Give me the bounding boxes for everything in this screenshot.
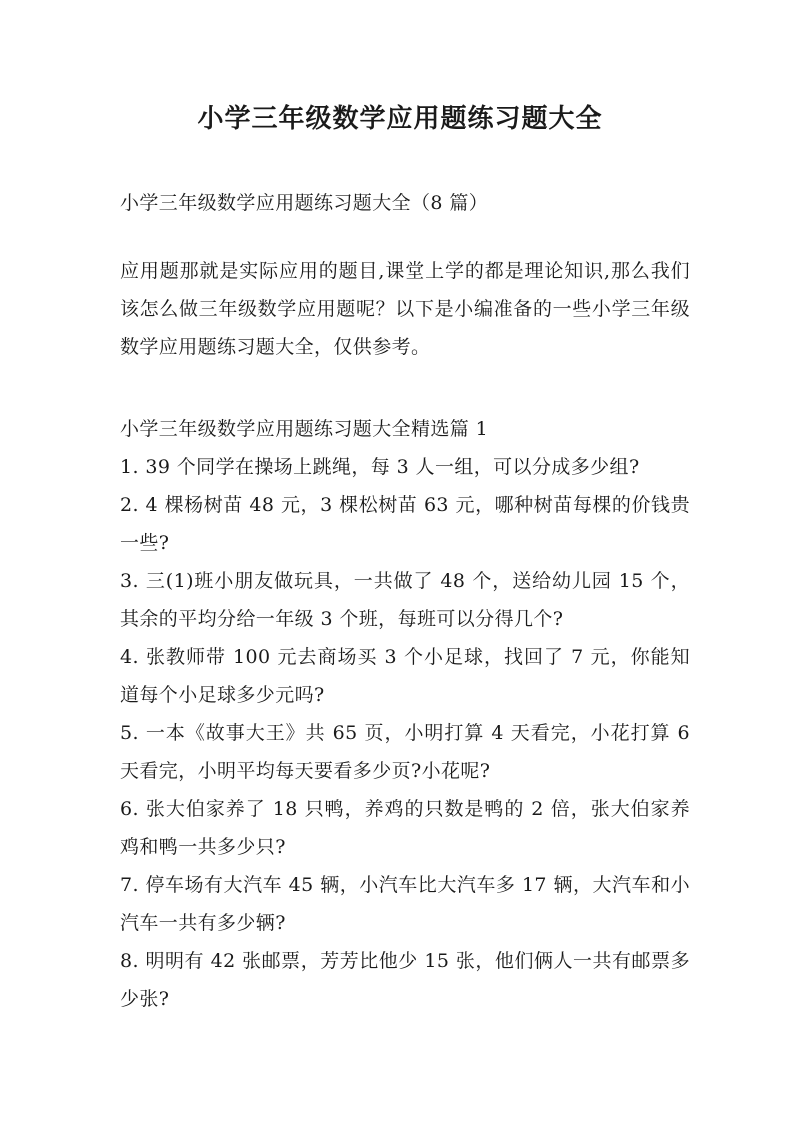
question-item: 4. 张教师带 100 元去商场买 3 个小足球，找回了 7 元，你能知道每个小足球多少元吗? xyxy=(120,646,690,706)
intro-paragraph: 应用题那就是实际应用的题目,课堂上学的都是理论知识,那么我们该怎么做三年级数学应用题呢？以下是小编准备的一些小学三年级数学应用题练习题大全，仅供参考。 xyxy=(120,260,690,358)
question-item: 8. 明明有 42 张邮票，芳芳比他少 15 张，他们俩人一共有邮票多少张? xyxy=(120,950,690,1010)
section-heading: 小学三年级数学应用题练习题大全精选篇 1 xyxy=(120,418,489,440)
page-title: 小学三年级数学应用题练习题大全 xyxy=(197,104,603,134)
document-subtitle: 小学三年级数学应用题练习题大全（8 篇） xyxy=(120,192,489,214)
question-item: 1. 39 个同学在操场上跳绳，每 3 人一组，可以分成多少组? xyxy=(120,456,640,478)
question-item: 5. 一本《故事大王》共 65 页，小明打算 4 天看完，小花打算 6 天看完，小明平均每天要看多少页?小花呢? xyxy=(120,722,690,782)
question-list xyxy=(120,448,690,1018)
question-item: 6. 张大伯家养了 18 只鸭，养鸡的只数是鸭的 2 倍，张大伯家养鸡和鸭一共多少只? xyxy=(120,798,690,858)
question-item: 3. 三(1)班小朋友做玩具，一共做了 48 个，送给幼儿园 15 个，其余的平均分给一年级 3 个班，每班可以分得几个? xyxy=(120,570,690,630)
question-item: 7. 停车场有大汽车 45 辆，小汽车比大汽车多 17 辆，大汽车和小汽车一共有多少辆? xyxy=(120,874,690,934)
question-item: 2. 4 棵杨树苗 48 元，3 棵松树苗 63 元，哪种树苗每棵的价钱贵一些? xyxy=(120,494,690,554)
